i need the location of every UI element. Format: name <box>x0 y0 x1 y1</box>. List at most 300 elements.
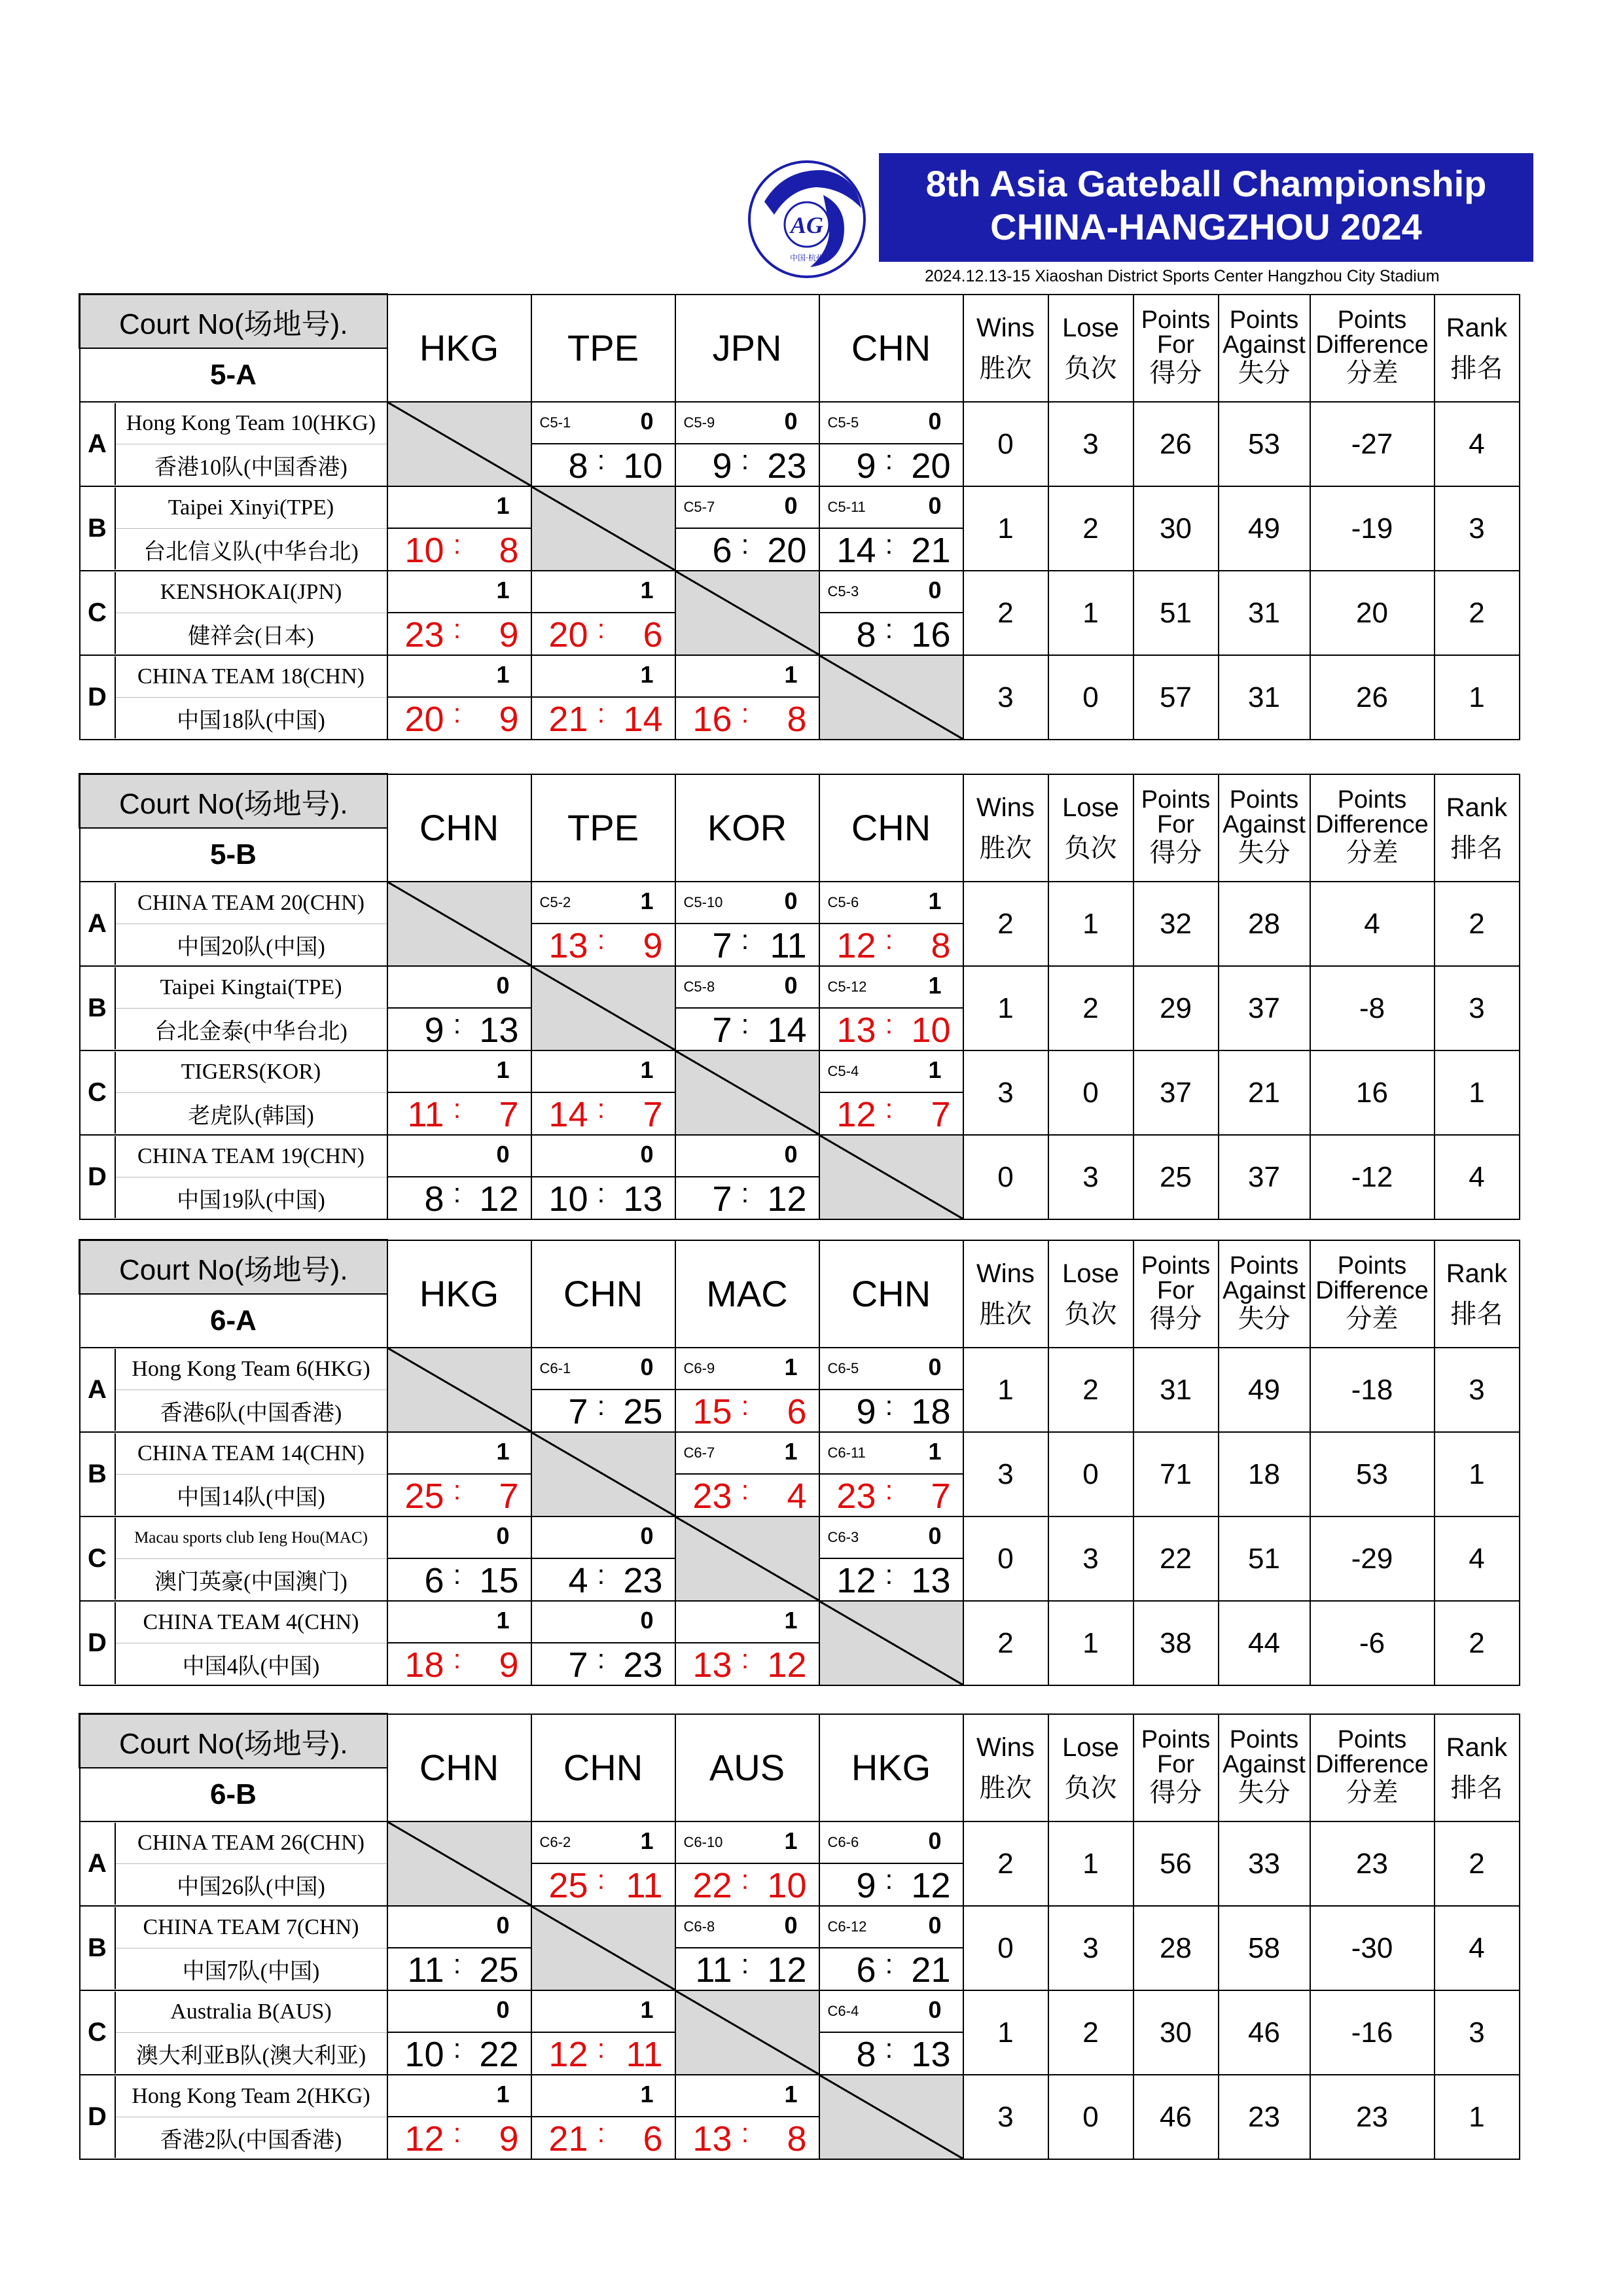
team-name-cell <box>80 1432 387 1516</box>
score-opponent: 10 <box>767 1866 807 1905</box>
match-score <box>531 1390 675 1432</box>
match-result: 0 <box>928 1912 942 1939</box>
score-own: 8 <box>424 1179 444 1219</box>
score-opponent: 13 <box>623 1179 663 1219</box>
group-name: 6-A <box>80 1294 387 1348</box>
score-colon: : <box>597 444 605 475</box>
wins-value: 0 <box>963 402 1048 486</box>
column-team-code: AUS <box>675 1714 819 1822</box>
score-own: 18 <box>404 1645 444 1685</box>
score-colon: : <box>741 1643 749 1674</box>
match-result: 1 <box>928 1056 942 1083</box>
match-code: C5-12 <box>827 978 867 995</box>
team-name-cell <box>80 655 387 740</box>
match-header <box>387 1906 531 1948</box>
points-for-header-en-1: Points <box>1141 306 1211 334</box>
match-score <box>531 2032 675 2075</box>
rank-value: 3 <box>1435 1348 1520 1432</box>
match-score <box>531 444 675 486</box>
match-header <box>531 571 675 613</box>
points-against-header-en-2: Against <box>1222 331 1306 359</box>
match-score <box>819 924 963 966</box>
match-header <box>675 882 819 924</box>
score-opponent: 7 <box>499 1095 519 1134</box>
match-code: C5-10 <box>683 894 723 910</box>
score-own: 23 <box>404 615 444 655</box>
score-opponent: 12 <box>911 1866 951 1905</box>
points-against-value: 33 <box>1219 1821 1310 1906</box>
score-opponent: 15 <box>479 1561 519 1600</box>
team-name-layout <box>80 572 387 654</box>
match-header <box>819 1516 963 1558</box>
score-colon: : <box>885 2033 893 2064</box>
score-colon: : <box>597 1390 605 1421</box>
points-difference-header-en-2: Difference <box>1315 1276 1429 1304</box>
points-against-header-en-1: Points <box>1229 1251 1299 1280</box>
group-name: 5-B <box>80 828 387 882</box>
score-colon: : <box>741 924 749 955</box>
score-opponent: 12 <box>767 1179 807 1219</box>
team-letter: B <box>80 1907 115 1989</box>
match-result: 0 <box>640 408 654 435</box>
rank-header <box>1435 1240 1520 1348</box>
score-colon: : <box>453 529 461 560</box>
score-own: 9 <box>424 1011 444 1050</box>
lose-header <box>1048 1714 1133 1822</box>
score-colon: : <box>885 613 893 644</box>
match-header <box>387 1050 531 1092</box>
team-name-cn: 中国7队(中国) <box>182 1959 320 1984</box>
score-own: 20 <box>548 615 588 655</box>
score-opponent: 23 <box>767 446 807 486</box>
rank-header-cn: 排名 <box>1450 833 1503 863</box>
team-name-en: CHINA TEAM 20(CHN) <box>115 883 387 924</box>
self-match-diagonal <box>819 2075 963 2159</box>
match-result: 1 <box>496 1438 510 1465</box>
team-name-layout <box>80 403 387 485</box>
team-name-en: CHINA TEAM 7(CHN) <box>115 1907 387 1948</box>
wins-header-cn: 胜次 <box>979 1773 1032 1803</box>
match-result: 0 <box>784 888 798 914</box>
rank-value: 3 <box>1435 1990 1520 2075</box>
match-header <box>819 571 963 613</box>
points-for-header-cn: 得分 <box>1149 358 1202 387</box>
rank-value: 1 <box>1435 655 1520 740</box>
team-row <box>80 1821 1520 1863</box>
points-against-value: 31 <box>1219 655 1310 740</box>
match-score <box>387 1643 531 1685</box>
match-result: 1 <box>640 2081 654 2108</box>
match-result: 0 <box>928 1354 942 1380</box>
points-difference-value: -27 <box>1310 402 1435 486</box>
title-line-1: 8th Asia Gateball Championship <box>925 163 1487 204</box>
match-result: 1 <box>928 1438 942 1465</box>
wins-header-en: Wins <box>976 1732 1035 1762</box>
match-result: 1 <box>640 1827 654 1854</box>
points-against-header <box>1219 774 1310 882</box>
team-row <box>80 2075 1520 2117</box>
team-name-cn: 澳门英豪(中国澳门) <box>154 1570 348 1594</box>
lose-header-en: Lose <box>1062 1259 1119 1288</box>
wins-header-en: Wins <box>976 313 1035 342</box>
wins-value: 1 <box>963 1348 1048 1432</box>
match-result: 0 <box>928 1522 942 1549</box>
lose-header-cn: 负次 <box>1064 353 1117 383</box>
team-letter: C <box>80 1052 115 1134</box>
team-name-cn: 中国4队(中国) <box>182 1654 320 1679</box>
column-team-code: CHN <box>531 1240 675 1348</box>
event-date-venue: 2024.12.13-15 Xiaoshan District Sports Center Hangzhou City Stadium <box>925 267 1440 285</box>
match-result: 1 <box>640 661 654 688</box>
match-result: 0 <box>784 1141 798 1168</box>
team-row <box>80 1135 1520 1177</box>
team-row <box>80 402 1520 444</box>
match-header <box>819 966 963 1008</box>
score-own: 8 <box>856 2035 876 2074</box>
points-difference-header-en <box>1311 308 1434 357</box>
points-for-header-en <box>1134 308 1218 357</box>
team-name-cell <box>80 1990 387 2075</box>
score-colon: : <box>453 1643 461 1674</box>
points-against-header-en-1: Points <box>1229 785 1299 814</box>
team-letter: C <box>80 572 115 654</box>
match-score <box>675 1390 819 1432</box>
match-result: 1 <box>784 661 798 688</box>
points-against-header-cn: 失分 <box>1238 1778 1291 1807</box>
lose-value: 3 <box>1048 1135 1133 1219</box>
points-difference-value: -16 <box>1310 1990 1435 2075</box>
points-for-header-en-1: Points <box>1141 1251 1211 1280</box>
match-header <box>819 1432 963 1474</box>
team-name-cell <box>80 1135 387 1219</box>
team-name-cn: 中国20队(中国) <box>177 935 325 960</box>
score-opponent: 8 <box>931 926 951 965</box>
points-for-header-en-2: For <box>1157 1750 1194 1778</box>
score-colon: : <box>741 1390 749 1421</box>
team-name-en: Hong Kong Team 2(HKG) <box>115 2076 387 2117</box>
score-colon: : <box>885 1475 893 1505</box>
self-match-diagonal <box>531 486 675 571</box>
championship-logo <box>745 156 869 280</box>
group-table-5-b <box>79 773 1520 1220</box>
lose-value: 1 <box>1048 571 1133 655</box>
points-against-header-en-1: Points <box>1229 1725 1299 1753</box>
score-opponent: 23 <box>623 1561 663 1600</box>
match-score <box>675 1643 819 1685</box>
match-result: 0 <box>784 1912 798 1939</box>
score-colon: : <box>453 1177 461 1208</box>
points-for-header-en-1: Points <box>1141 1725 1211 1753</box>
match-header <box>531 1135 675 1177</box>
points-for-header <box>1133 295 1219 403</box>
self-match-diagonal <box>387 882 531 966</box>
points-against-header-en <box>1219 308 1310 357</box>
match-header <box>675 1432 819 1474</box>
lose-value: 2 <box>1048 486 1133 571</box>
points-for-value: 56 <box>1133 1821 1219 1906</box>
match-header <box>387 1516 531 1558</box>
score-opponent: 14 <box>767 1011 807 1050</box>
title-line-2: CHINA-HANGZHOU 2024 <box>990 206 1422 247</box>
points-for-value: 51 <box>1133 571 1219 655</box>
wins-header-cn: 胜次 <box>979 353 1032 383</box>
score-own: 8 <box>568 446 588 486</box>
self-match-diagonal <box>531 966 675 1050</box>
score-colon: : <box>741 1948 749 1979</box>
score-colon: : <box>597 2117 605 2148</box>
wins-header-cn: 胜次 <box>979 833 1032 863</box>
points-against-header <box>1219 1240 1310 1348</box>
points-difference-value: 53 <box>1310 1432 1435 1516</box>
match-code: C5-2 <box>539 894 571 910</box>
match-result: 0 <box>784 972 798 999</box>
score-own: 14 <box>836 531 876 570</box>
score-opponent: 13 <box>911 2035 951 2074</box>
match-score <box>387 2032 531 2075</box>
score-opponent: 11 <box>626 1866 663 1905</box>
wins-header-en: Wins <box>976 1259 1035 1288</box>
lose-header <box>1048 774 1133 882</box>
team-name-layout <box>80 488 387 569</box>
points-difference-header <box>1310 1714 1435 1822</box>
score-own: 21 <box>548 2119 588 2159</box>
team-name-layout <box>80 1136 387 1218</box>
points-for-value: 26 <box>1133 402 1219 486</box>
column-team-code: CHN <box>819 295 963 403</box>
score-opponent: 9 <box>499 700 519 739</box>
team-row <box>80 1050 1520 1092</box>
team-name-cell <box>80 402 387 486</box>
match-result: 1 <box>496 661 510 688</box>
match-header <box>819 882 963 924</box>
points-against-value: 18 <box>1219 1432 1310 1516</box>
points-for-value: 25 <box>1133 1135 1219 1219</box>
score-own: 15 <box>692 1392 732 1431</box>
match-score <box>675 1948 819 1990</box>
rank-header-en: Rank <box>1446 313 1508 342</box>
team-row <box>80 1601 1520 1643</box>
lose-header <box>1048 295 1133 403</box>
points-for-value: 30 <box>1133 1990 1219 2075</box>
score-colon: : <box>597 924 605 955</box>
score-opponent: 11 <box>626 2035 663 2074</box>
match-code: C6-10 <box>683 1834 723 1850</box>
points-for-value: 30 <box>1133 486 1219 571</box>
match-score <box>531 1643 675 1685</box>
match-code: C5-11 <box>827 499 866 515</box>
team-name-en: CHINA TEAM 26(CHN) <box>115 1823 387 1864</box>
points-against-value: 49 <box>1219 486 1310 571</box>
points-for-value: 57 <box>1133 655 1219 740</box>
team-name-en: CHINA TEAM 18(CHN) <box>115 656 387 698</box>
score-colon: : <box>741 698 749 728</box>
team-name-layout <box>80 1602 387 1684</box>
score-own: 9 <box>856 1866 876 1905</box>
group-name: 6-B <box>80 1768 387 1821</box>
group-name: 5-A <box>80 348 387 402</box>
match-code: C5-1 <box>539 414 571 431</box>
wins-value: 1 <box>963 486 1048 571</box>
points-difference-header-en-2: Difference <box>1315 1750 1429 1778</box>
score-colon: : <box>597 613 605 644</box>
match-code: C6-8 <box>683 1918 715 1935</box>
self-match-diagonal <box>531 1432 675 1516</box>
match-score <box>819 528 963 571</box>
match-header <box>531 1821 675 1863</box>
score-own: 12 <box>404 2119 444 2159</box>
wins-header <box>963 1714 1048 1822</box>
points-difference-header-en-1: Points <box>1337 306 1407 334</box>
wins-value: 1 <box>963 1990 1048 2075</box>
column-team-code: MAC <box>675 1240 819 1348</box>
points-against-value: 37 <box>1219 1135 1310 1219</box>
points-against-header-cn: 失分 <box>1238 1304 1291 1333</box>
match-header <box>531 1601 675 1643</box>
match-result: 1 <box>928 972 942 999</box>
match-score <box>675 924 819 966</box>
score-own: 16 <box>692 700 732 739</box>
self-match-diagonal <box>387 1348 531 1432</box>
match-code: C5-3 <box>827 583 859 600</box>
points-for-header-cn: 得分 <box>1149 1778 1202 1807</box>
logo-caption: 中国·杭州 <box>790 253 824 262</box>
points-against-value: 31 <box>1219 571 1310 655</box>
match-code: C6-5 <box>827 1360 859 1376</box>
rank-value: 1 <box>1435 1432 1520 1516</box>
match-code: C6-11 <box>827 1444 866 1461</box>
match-result: 0 <box>928 577 942 603</box>
score-own: 9 <box>712 446 732 486</box>
match-result: 1 <box>784 1354 798 1380</box>
column-team-code: CHN <box>819 774 963 882</box>
match-result: 0 <box>928 1827 942 1854</box>
score-opponent: 12 <box>767 1950 807 1990</box>
match-score <box>531 924 675 966</box>
match-score <box>387 613 531 655</box>
match-code: C6-4 <box>827 2003 859 2019</box>
column-team-code: TPE <box>531 295 675 403</box>
score-colon: : <box>885 1093 893 1124</box>
match-result: 1 <box>640 888 654 914</box>
score-opponent: 20 <box>911 446 951 486</box>
score-opponent: 11 <box>770 926 807 965</box>
score-own: 12 <box>548 2035 588 2074</box>
court-label-text: Court No(场地号). <box>118 308 348 340</box>
match-score <box>387 697 531 740</box>
team-letter: A <box>80 883 115 965</box>
rank-header-en: Rank <box>1446 1259 1508 1288</box>
match-header <box>531 1348 675 1390</box>
lose-value: 1 <box>1048 1601 1133 1685</box>
score-colon: : <box>741 2117 749 2148</box>
match-header <box>387 1601 531 1643</box>
match-header <box>387 2075 531 2117</box>
team-row <box>80 655 1520 697</box>
match-code: C6-3 <box>827 1529 859 1545</box>
rank-header <box>1435 1714 1520 1822</box>
score-opponent: 22 <box>479 2035 519 2074</box>
self-match-diagonal <box>387 1821 531 1906</box>
match-result: 1 <box>784 1607 798 1634</box>
score-own: 23 <box>692 1477 732 1516</box>
score-colon: : <box>597 1643 605 1674</box>
score-colon: : <box>597 1093 605 1124</box>
match-header <box>531 1516 675 1558</box>
score-own: 7 <box>568 1645 588 1685</box>
score-own: 23 <box>836 1477 876 1516</box>
score-own: 4 <box>568 1561 588 1600</box>
score-colon: : <box>741 1864 749 1895</box>
court-label-text: Court No(场地号). <box>118 1254 348 1286</box>
score-colon: : <box>453 1559 461 1590</box>
rank-value: 4 <box>1435 402 1520 486</box>
match-result: 0 <box>640 1354 654 1380</box>
team-name-cn: 中国18队(中国) <box>177 708 325 733</box>
match-score <box>819 1390 963 1432</box>
logo-text: AG <box>790 212 824 238</box>
match-result: 0 <box>784 408 798 435</box>
match-score <box>819 1948 963 1990</box>
points-against-value: 21 <box>1219 1050 1310 1135</box>
score-opponent: 9 <box>499 615 519 655</box>
score-opponent: 25 <box>479 1950 519 1990</box>
team-name-layout <box>80 1823 387 1905</box>
score-opponent: 20 <box>767 531 807 570</box>
match-header <box>531 1990 675 2032</box>
lose-header-en: Lose <box>1062 793 1119 822</box>
points-for-header-en-2: For <box>1157 331 1194 359</box>
rank-header <box>1435 774 1520 882</box>
lose-value: 2 <box>1048 1348 1133 1432</box>
score-opponent: 9 <box>499 2119 519 2159</box>
column-team-code: KOR <box>675 774 819 882</box>
points-for-header-en <box>1134 1253 1218 1303</box>
match-code: C5-9 <box>683 414 715 431</box>
score-colon: : <box>597 2033 605 2064</box>
match-header <box>675 2075 819 2117</box>
match-score <box>819 1008 963 1050</box>
score-opponent: 7 <box>931 1095 951 1134</box>
team-name-layout <box>80 1992 387 2073</box>
points-against-header-en-2: Against <box>1222 1276 1306 1304</box>
lose-value: 0 <box>1048 1050 1133 1135</box>
team-name-cn: 香港10队(中国香港) <box>154 455 348 480</box>
team-name-en: KENSHOKAI(JPN) <box>115 572 387 613</box>
match-code: C6-6 <box>827 1834 859 1850</box>
match-score <box>531 2117 675 2159</box>
score-opponent: 8 <box>787 2119 807 2159</box>
team-row <box>80 571 1520 613</box>
match-code: C5-8 <box>683 978 715 995</box>
points-difference-header-cn: 分差 <box>1346 1778 1399 1807</box>
team-name-layout <box>80 883 387 965</box>
match-header <box>675 1601 819 1643</box>
column-team-code: HKG <box>387 295 531 403</box>
match-header <box>531 655 675 697</box>
points-difference-header-en-1: Points <box>1337 1251 1407 1280</box>
score-own: 21 <box>548 700 588 739</box>
match-header <box>675 1348 819 1390</box>
score-colon: : <box>741 444 749 475</box>
match-score <box>531 1177 675 1219</box>
match-result: 0 <box>640 1607 654 1634</box>
match-header <box>531 1050 675 1092</box>
match-header <box>819 1348 963 1390</box>
wins-header <box>963 774 1048 882</box>
wins-value: 3 <box>963 1432 1048 1516</box>
match-score <box>675 444 819 486</box>
match-header <box>675 966 819 1008</box>
